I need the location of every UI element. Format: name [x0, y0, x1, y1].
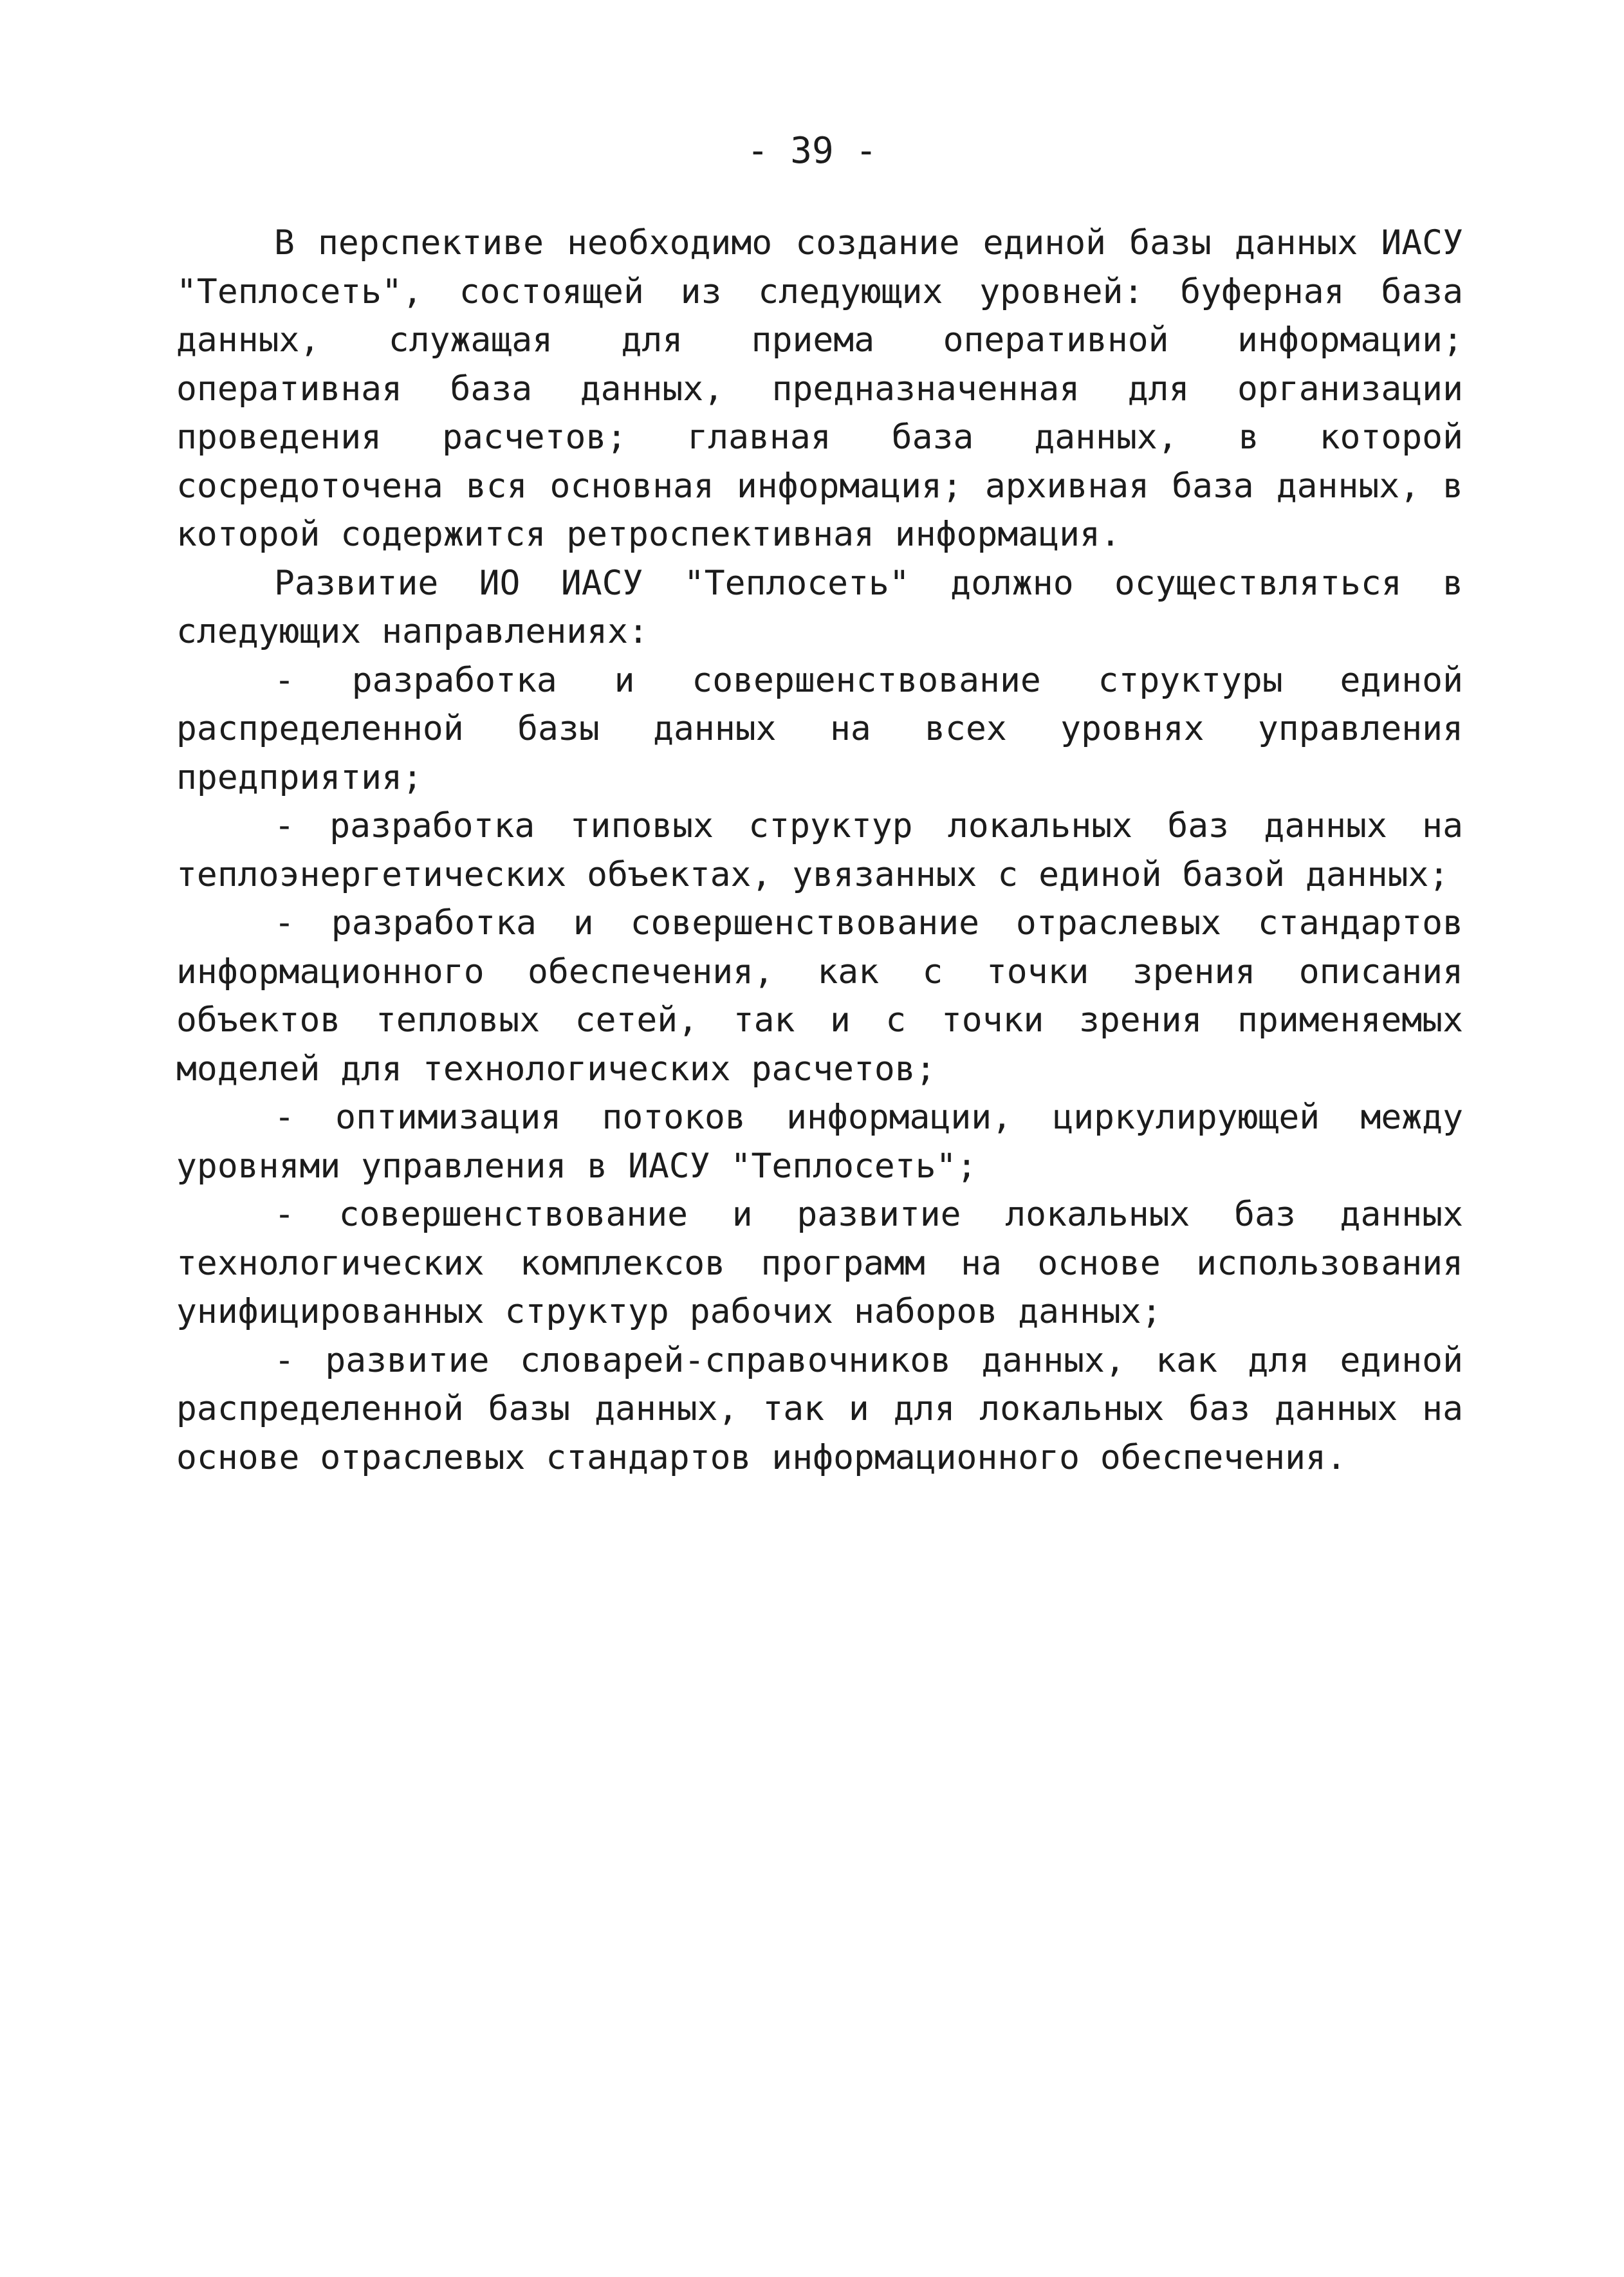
intro-paragraph: В перспективе необходимо создание единой базы данных ИАСУ "Теплосеть", состоящей из следующих уровней: буферная база данных, служащая для приема оперативной информации; оперативная база данных, предназначенная для организации проведения расчетов; главная база данных, в которой сосредоточена вся основная информация; архивная база данных, в которой содержится ретроспективная информация.	[176, 223, 1463, 554]
direction-item: - развитие словарей-справочников данных, как для единой распределенной базы данных, так и для локальных баз данных на основе отраслевых стандартов информационного обеспечения.	[176, 1340, 1463, 1477]
body-text	[176, 219, 1463, 1482]
development-heading: Развитие ИО ИАСУ "Теплосеть" должно осуществляться в следующих направлениях:	[176, 563, 1463, 651]
direction-item: - разработка и совершенствование отраслевых стандартов информационного обеспечения, как с точки зрения описания объектов тепловых сетей, так и с точки зрения применяемых моделей для технологических расчетов;	[176, 903, 1463, 1089]
direction-item: - разработка и совершенствование структуры единой распределенной базы данных на всех уровнях управления предприятия;	[176, 660, 1463, 797]
direction-item: - разработка типовых структур локальных баз данных на теплоэнергетических объектах, увязанных с единой базой данных;	[176, 806, 1463, 894]
direction-item: - совершенствование и развитие локальных баз данных технологических комплексов программ на основе использования унифицированных структур рабочих наборов данных;	[176, 1195, 1463, 1331]
direction-item: - оптимизация потоков информации, циркулирующей между уровнями управления в ИАСУ "Теплосеть";	[176, 1098, 1463, 1186]
page-number: - 39 -	[746, 130, 878, 172]
